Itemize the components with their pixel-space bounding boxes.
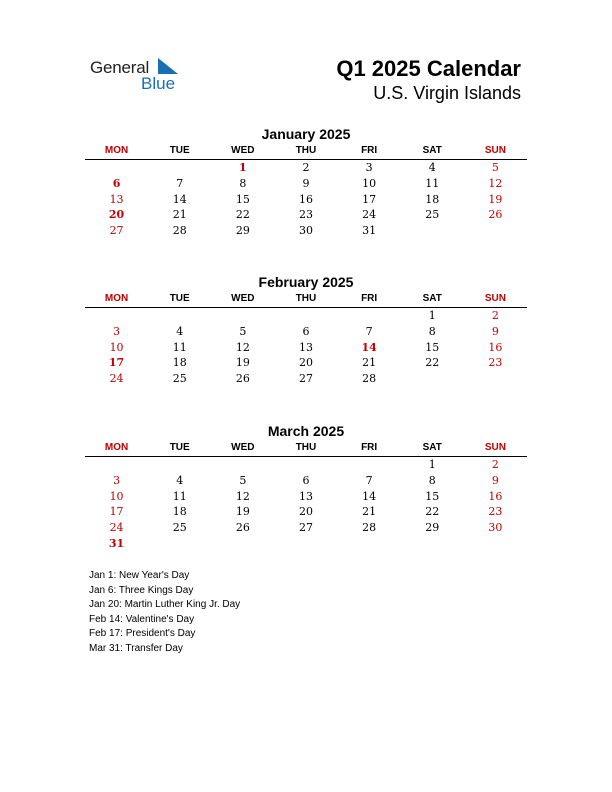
holiday-item: Feb 14: Valentine's Day (89, 613, 195, 625)
day-cell (464, 223, 527, 239)
day-cell: 14 (172, 192, 187, 206)
day-cell: 24 (362, 208, 377, 222)
day-cell: 21 (172, 208, 187, 222)
day-cell (464, 536, 527, 552)
day-cell: 11 (172, 489, 187, 503)
month-title: March 2025 (267, 423, 345, 439)
day-cell: 19 (488, 192, 503, 206)
day-cell: 7 (176, 176, 184, 190)
weekday-label: MON (104, 293, 129, 304)
page-title: Q1 2025 Calendar (336, 56, 521, 81)
month-january (85, 125, 527, 239)
week-row (85, 176, 527, 192)
day-cell (464, 371, 527, 387)
day-cell: 1 (428, 309, 436, 322)
weekday-label: MON (104, 442, 129, 453)
weekday-label: TUE (169, 442, 190, 453)
day-cell: 7 (365, 473, 373, 487)
day-cell: 5 (491, 161, 499, 174)
day-cell (85, 308, 148, 324)
day-cell: 9 (491, 324, 499, 338)
day-cell: 18 (172, 505, 187, 519)
day-cell: 4 (176, 473, 184, 487)
day-cell: 23 (488, 356, 503, 370)
day-cell: 15 (425, 489, 440, 503)
day-cell: 20 (108, 208, 125, 222)
day-cell: 7 (365, 324, 373, 338)
day-cell: 20 (298, 505, 313, 519)
month-title: February 2025 (258, 274, 354, 290)
logo-word-blue: Blue (141, 74, 176, 93)
day-cell: 1 (239, 161, 247, 174)
day-cell: 2 (491, 309, 499, 322)
week-row (85, 536, 527, 552)
day-cell: 12 (235, 340, 250, 354)
generalblue-logo (90, 56, 190, 96)
weekday-label: SAT (422, 442, 442, 453)
day-cell: 3 (113, 324, 121, 338)
day-cell: 25 (425, 208, 440, 222)
weekday-label: MON (104, 145, 129, 156)
day-cell (148, 308, 211, 324)
day-cell: 16 (298, 192, 313, 206)
day-cell: 28 (362, 372, 377, 386)
week-row (85, 489, 527, 505)
day-cell (338, 457, 401, 473)
day-cell: 22 (235, 208, 250, 222)
day-cell: 16 (488, 489, 503, 503)
day-cell: 14 (362, 489, 377, 503)
day-cell: 6 (302, 324, 310, 338)
day-cell: 31 (108, 536, 125, 550)
day-cell: 13 (109, 192, 124, 206)
day-cell: 25 (172, 372, 187, 386)
day-cell: 10 (362, 176, 377, 190)
day-cell: 12 (235, 489, 250, 503)
day-cell: 14 (361, 340, 377, 354)
day-cell (274, 308, 337, 324)
day-cell: 27 (298, 372, 313, 386)
day-cell: 26 (235, 521, 250, 535)
day-cell: 2 (302, 161, 310, 174)
weekday-label: FRI (361, 442, 378, 453)
day-cell: 25 (172, 521, 187, 535)
month-february (85, 273, 527, 387)
day-cell: 20 (298, 356, 313, 370)
day-cell: 19 (235, 505, 250, 519)
day-cell: 5 (239, 324, 247, 338)
week-row (85, 457, 527, 473)
day-cell: 4 (428, 161, 436, 174)
weekday-label: FRI (361, 293, 378, 304)
day-cell (211, 536, 274, 552)
weekday-label: TUE (169, 145, 190, 156)
day-cell: 21 (362, 356, 377, 370)
day-cell: 31 (362, 224, 377, 238)
day-cell: 11 (425, 176, 440, 190)
day-cell (401, 223, 464, 239)
week-row (85, 473, 527, 489)
week-row (85, 324, 527, 340)
day-cell: 3 (365, 161, 373, 174)
logo-word-general: General (90, 58, 150, 77)
week-row (85, 504, 527, 520)
day-cell: 26 (235, 372, 250, 386)
day-cell (85, 457, 148, 473)
day-cell: 9 (491, 473, 499, 487)
day-cell: 23 (488, 505, 503, 519)
holiday-item: Jan 20: Martin Luther King Jr. Day (89, 599, 241, 611)
day-cell: 17 (362, 192, 377, 206)
day-cell: 29 (425, 521, 440, 535)
week-row (85, 192, 527, 208)
day-cell: 17 (109, 505, 124, 519)
holiday-item: Mar 31: Transfer Day (89, 642, 183, 654)
day-cell: 9 (302, 176, 310, 190)
holiday-item: Jan 6: Three Kings Day (89, 584, 194, 596)
day-cell: 18 (172, 356, 187, 370)
day-cell: 28 (172, 224, 187, 238)
day-cell (148, 536, 211, 552)
week-row (85, 308, 527, 324)
day-cell (148, 457, 211, 473)
day-cell: 10 (109, 489, 124, 503)
day-cell: 21 (362, 505, 377, 519)
weekday-label: SUN (484, 442, 506, 453)
week-row (85, 520, 527, 536)
day-cell: 1 (428, 458, 436, 471)
weekday-label: TUE (169, 293, 190, 304)
day-cell (85, 160, 148, 176)
weekday-label: SUN (484, 293, 506, 304)
day-cell: 19 (235, 356, 250, 370)
weekday-label: SAT (422, 293, 442, 304)
day-cell (274, 536, 337, 552)
holiday-item: Feb 17: President's Day (89, 628, 196, 640)
weekday-label: FRI (361, 145, 378, 156)
week-row (85, 371, 527, 387)
week-row (85, 340, 527, 356)
weekday-label: SUN (484, 145, 506, 156)
day-cell: 5 (239, 473, 247, 487)
day-cell: 17 (108, 356, 125, 370)
weekday-header-row (85, 440, 527, 457)
day-cell: 26 (488, 208, 503, 222)
day-cell: 27 (109, 224, 124, 238)
day-cell: 3 (113, 473, 121, 487)
day-cell: 30 (298, 224, 313, 238)
week-row (85, 223, 527, 239)
day-cell: 29 (235, 224, 250, 238)
day-cell: 18 (425, 192, 440, 206)
week-row (85, 207, 527, 223)
week-row (85, 160, 527, 176)
day-cell (211, 457, 274, 473)
day-cell (148, 160, 211, 176)
day-cell (338, 536, 401, 552)
day-cell: 27 (298, 521, 313, 535)
day-cell: 8 (428, 324, 436, 338)
day-cell: 8 (428, 473, 436, 487)
weekday-label: WED (231, 442, 255, 453)
day-cell: 6 (302, 473, 310, 487)
day-cell: 13 (298, 340, 313, 354)
day-cell: 15 (235, 192, 250, 206)
day-cell: 11 (172, 340, 187, 354)
day-cell: 23 (298, 208, 313, 222)
day-cell (338, 308, 401, 324)
weekday-header-row (85, 291, 527, 308)
day-cell: 13 (298, 489, 313, 503)
day-cell: 22 (425, 505, 440, 519)
day-cell: 24 (109, 372, 124, 386)
holiday-item: Jan 1: New Year's Day (89, 570, 190, 581)
month-title: January 2025 (261, 126, 351, 142)
weekday-label: WED (231, 293, 255, 304)
weekday-label: THU (295, 442, 317, 453)
weekday-header-row (85, 143, 527, 160)
page-subtitle: U.S. Virgin Islands (373, 83, 521, 103)
weekday-label: SAT (422, 145, 442, 156)
day-cell: 24 (109, 521, 124, 535)
day-cell: 4 (176, 324, 184, 338)
weekday-label: WED (231, 145, 255, 156)
weekday-label: THU (295, 293, 317, 304)
day-cell (401, 371, 464, 387)
month-march (85, 422, 527, 552)
day-cell: 6 (112, 176, 121, 190)
day-cell (274, 457, 337, 473)
weekday-label: THU (295, 145, 317, 156)
day-cell (211, 308, 274, 324)
day-cell: 12 (488, 176, 503, 190)
logo-flag-icon (158, 56, 180, 74)
holiday-list (89, 569, 240, 657)
day-cell: 30 (488, 521, 503, 535)
day-cell: 2 (491, 458, 499, 471)
day-cell (401, 536, 464, 552)
week-row (85, 355, 527, 371)
day-cell: 28 (362, 521, 377, 535)
day-cell: 15 (425, 340, 440, 354)
day-cell: 22 (425, 356, 440, 370)
day-cell: 8 (239, 176, 247, 190)
day-cell: 16 (488, 340, 503, 354)
day-cell: 10 (109, 340, 124, 354)
